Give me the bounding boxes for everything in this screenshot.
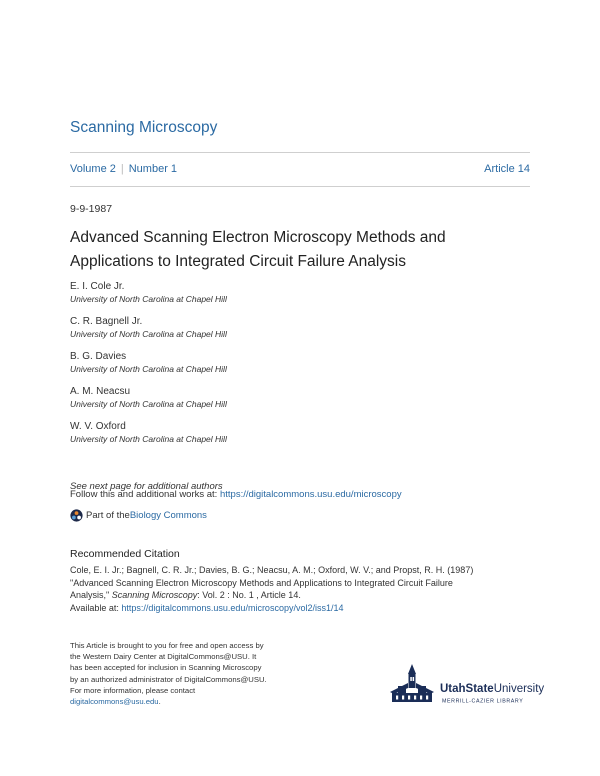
citation-url-link[interactable]: https://digitalcommons.usu.edu/microscopy/vol2/iss1/14 [121,602,344,613]
title-line-1: Advanced Scanning Electron Microscopy Methods and [70,229,446,246]
notice-line-2: the Western Dairy Center at DigitalCommons@USU. It [70,652,257,662]
notice-line-1: This Article is brought to you for free and open access by [70,641,264,650]
citation-line-1: Cole, E. I. Jr.; Bagnell, C. R. Jr.; Davies, B. G.; Neacsu, A. M.; Oxford, W. V.; and Propst, R. H. (1987) [70,565,474,575]
citation-availability [70,602,530,615]
logo-library-subtitle: MERRILL-CAZIER LIBRARY [442,698,524,705]
author-name: E. I. Cole Jr. [70,281,125,292]
author-affiliation: University of North Carolina at Chapel Hill [70,294,227,304]
available-at-label: Available at: [70,602,122,613]
author-entry [70,350,510,375]
author-entry [70,280,510,305]
utah-state-university-library-logo[interactable] [384,662,545,708]
contact-email-suffix: . [158,697,161,707]
author-entry [70,385,510,410]
article-link[interactable]: Article 14 [484,163,530,175]
divider-bottom [70,186,530,187]
follow-prefix: Follow this and additional works at: [70,489,220,500]
author-name: B. G. Davies [70,351,127,362]
open-access-notice [70,640,310,707]
author-list [70,280,510,455]
see-next-page-note: See next page for additional authors [70,481,223,492]
logo-brand-light: University [493,683,545,695]
notice-contact [70,696,310,707]
recommended-citation-heading: Recommended Citation [70,548,180,560]
article-title [70,226,500,274]
notice-line-3: has been accepted for inclusion in Scanning Microscopy [70,663,262,673]
volume-link[interactable]: Volume 2 [70,163,116,175]
author-name: C. R. Bagnell Jr. [70,316,143,327]
citation-line-3-prefix: Analysis," [70,590,112,601]
part-of-prefix: Part of the [86,510,130,521]
author-entry [70,315,510,340]
citation-journal-name: Scanning Microscopy [111,590,198,601]
citation-line-2: "Advanced Scanning Electron Microscopy Methods and Applications to Integrated Circuit Failure [70,577,453,588]
issue-row [70,163,530,175]
commons-network-icon [70,509,83,522]
logo-brand-bold: UtahState [440,683,494,695]
title-line-2: Applications to Integrated Circuit Failure Analysis [70,253,406,270]
author-entry [70,420,510,445]
contact-email-link[interactable]: digitalcommons@usu.edu [70,697,159,707]
notice-line-5: For more information, please contact [70,685,196,695]
author-affiliation: University of North Carolina at Chapel Hill [70,329,227,339]
biology-commons-link[interactable]: Biology Commons [129,510,207,521]
publication-date: 9-9-1987 [70,203,113,215]
number-link[interactable]: Number 1 [128,163,178,175]
author-name: A. M. Neacsu [70,386,131,397]
author-affiliation: University of North Carolina at Chapel Hill [70,434,227,444]
svg-text:UtahStateUniversity [440,683,544,695]
follow-link[interactable]: https://digitalcommons.usu.edu/microscopy [219,489,402,500]
author-affiliation: University of North Carolina at Chapel Hill [70,364,227,374]
citation-body [70,564,530,614]
author-name: W. V. Oxford [70,421,126,432]
citation-line-3 [70,589,530,602]
issue-separator: | [120,163,124,175]
author-affiliation: University of North Carolina at Chapel Hill [70,399,227,409]
part-of-line [70,509,207,522]
notice-line-4: by an authorized administrator of DigitalCommons@USU. [70,674,267,684]
journal-title[interactable]: Scanning Microscopy [70,119,218,136]
citation-line-3-suffix: : Vol. 2 : No. 1 , Article 14. [197,590,301,601]
divider-top [70,152,530,153]
follow-line [70,489,402,500]
